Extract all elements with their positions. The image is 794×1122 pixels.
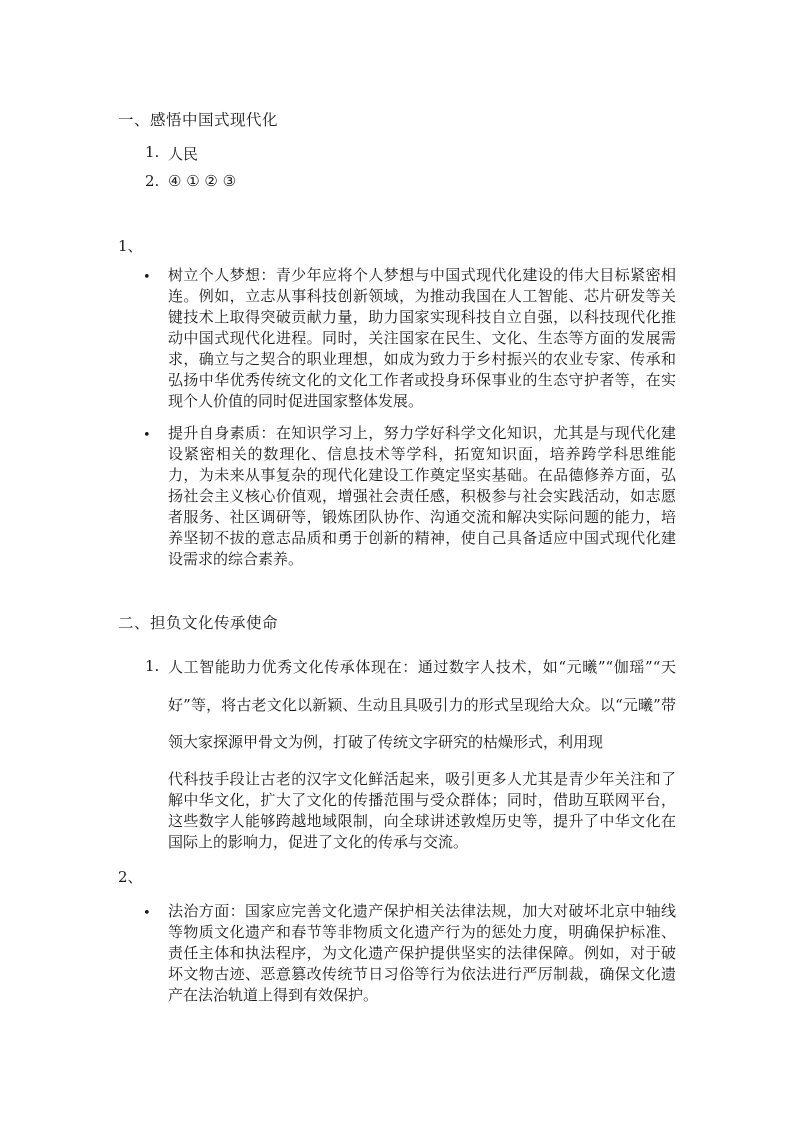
bullet-paragraph-self-improvement: 提升自身素质：在知识学习上，努力学好科学文化知识，尤其是与现代化建设紧密相关的数理化、信息技术等学科，拓宽知识面，培养跨学科思维能力，为未来从事复杂的现代化建设工作奠定坚实基础。在品德修养方面，弘扬社会主义核心价值观，增强社会责任感，积极参与社会实践活动，如志愿者服务、社区调研等，锻炼团队协作、沟通交流和解决实际问题的能力，培养坚韧不拔的意志品质和勇于创新的精神，使自己具备适应中国式现代化建设需求的综合素养。	[168, 424, 676, 568]
item-1-text: 人民	[168, 145, 199, 163]
bullet-paragraph-rule-of-law: 法治方面：国家应完善文化遗产保护相关法律法规，加大对破坏北京中轴线等物质文化遗产和春节等非物质文化遗产行为的惩处力度，明确保护标准、责任主体和执法程序，为文化遗产保护提供坚实的法律保障。例如，对于破坏文物古迹、恶意篡改传统节日习俗等行为依法进行严厉制裁，确保文化遗产在法治轨道上得到有效保护。	[168, 902, 676, 1004]
sub-marker-2: 2、	[118, 868, 143, 886]
s2-item-1-text-rest: 代科技手段让古老的汉字文化鲜活起来，吸引更多人尤其是青少年关注和了解中华文化，扩大了文化的传播范围与受众群体；同时，借助互联网平台，这些数字人能够跨越地域限制，向全球讲述敦煌历史等，提升了中华文化在国际上的影响力，促进了文化的传承与交流。	[168, 770, 676, 851]
section1-heading: 一、感悟中国式现代化	[118, 111, 279, 129]
item-1-marker: 1.	[145, 143, 160, 161]
bullet-paragraph-personal-dream: 树立个人梦想：青少年应将个人梦想与中国式现代化建设的伟大目标紧密相连。例如，立志从事科技创新领域，为推动我国在人工智能、芯片研发等关键技术上取得突破贡献力量，助力国家实现科技自立自强，以科技现代化推动中国式现代化进程。同时，关注国家在民生、文化、生态等方面的发展需求，确立与之契合的职业理想，如成为致力于乡村振兴的农业专家、传承和弘扬中华优秀传统文化的文化工作者或投身环保事业的生态守护者等，在实现个人价值的同时促进国家整体发展。	[168, 266, 676, 410]
s2-item-1-text-wide: 人工智能助力优秀文化传承体现在：通过数字人技术，如“元曦”“伽瑶”“天好”等，将古老文化以新颖、生动且具吸引力的形式呈现给大众。以“元曦”带领大家探源甲骨文为例，打破了传统文字研究的枯燥形式，利用现	[168, 658, 676, 751]
section2-heading: 二、担负文化传承使命	[118, 614, 279, 632]
sub-marker-1: 1、	[118, 237, 143, 255]
item-2-marker: 2.	[145, 172, 160, 190]
item-2-text: ④ ① ② ③	[168, 172, 237, 190]
bullet-dot: •	[143, 270, 151, 285]
bullet-dot: •	[143, 906, 151, 921]
s2-item-1-marker: 1.	[145, 657, 160, 675]
bullet-dot: •	[143, 428, 151, 443]
